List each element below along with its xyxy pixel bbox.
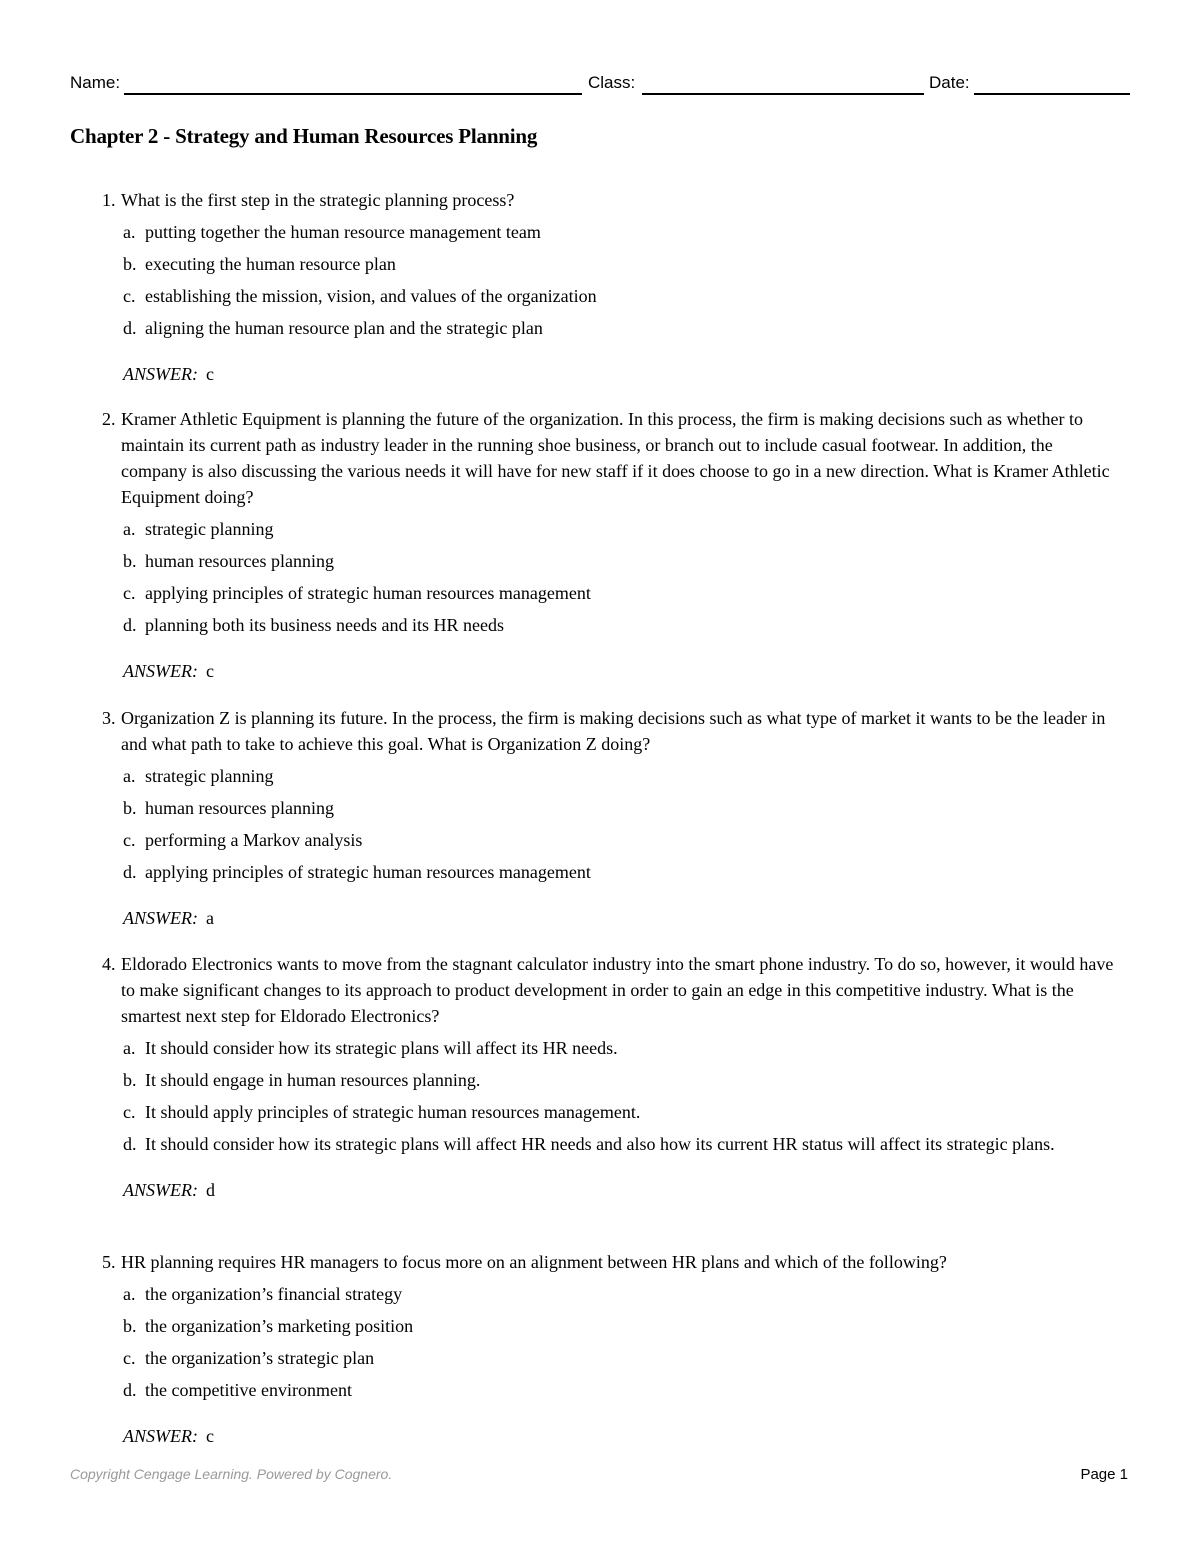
date-label: Date:	[929, 73, 970, 92]
answer-label: ANSWER:	[123, 908, 198, 928]
answer-line	[102, 1177, 1122, 1203]
option-text: establishing the mission, vision, and values of the organization	[145, 286, 597, 306]
option-text: performing a Markov analysis	[145, 830, 363, 850]
class-label: Class:	[588, 73, 636, 92]
option-text: applying principles of strategic human resources management	[145, 862, 591, 882]
option-letter: b.	[123, 254, 137, 274]
option-text: strategic planning	[145, 766, 274, 786]
question-text: What is the first step in the strategic planning process?	[121, 190, 515, 210]
option-d	[102, 315, 1122, 341]
option-b	[102, 1313, 1122, 1339]
option-text: planning both its business needs and its HR needs	[145, 615, 504, 635]
option-a	[102, 1281, 1122, 1307]
option-a	[102, 763, 1122, 789]
option-c	[102, 1099, 1122, 1125]
question-4	[102, 951, 1122, 1203]
option-letter: d.	[123, 1380, 137, 1400]
question-3	[102, 705, 1122, 931]
option-letter: d.	[123, 1134, 137, 1154]
answer-label: ANSWER:	[123, 1426, 198, 1446]
option-c	[102, 283, 1122, 309]
option-text: putting together the human resource management team	[145, 222, 541, 242]
option-letter: b.	[123, 551, 137, 571]
answer-value: c	[205, 661, 214, 681]
option-letter: b.	[123, 1316, 137, 1336]
option-d	[102, 859, 1122, 885]
question-text: Organization Z is planning its future. In the process, the firm is making decisions such as what type of market it wants to be the leader in and what path to take to achieve this goal. What is Organization Z doing?	[121, 708, 1106, 754]
answer-value: d	[205, 1180, 215, 1200]
question-text: HR planning requires HR managers to focus more on an alignment between HR plans and which of the following?	[121, 1252, 947, 1272]
option-b	[102, 251, 1122, 277]
option-text: strategic planning	[145, 519, 274, 539]
question-5	[102, 1249, 1122, 1449]
answer-value: a	[205, 908, 214, 928]
question-number: 1.	[102, 190, 116, 210]
question-1	[102, 187, 1122, 387]
answer-line	[102, 658, 1122, 684]
option-text: It should consider how its strategic plans will affect HR needs and also how its current HR status will affect its strategic plans.	[145, 1134, 1055, 1154]
question-number: 4.	[102, 954, 116, 974]
answer-label: ANSWER:	[123, 364, 198, 384]
option-text: It should apply principles of strategic human resources management.	[145, 1102, 641, 1122]
option-c	[102, 1345, 1122, 1371]
option-letter: c.	[123, 583, 136, 603]
question-text: Eldorado Electronics wants to move from the stagnant calculator industry into the smart phone industry. To do so, however, it would have to make significant changes to its approach to product development in order to gain an edge in this competitive industry. What is the smartest next step for Eldorado Electronics?	[121, 954, 1114, 1026]
name-class-date-header	[70, 70, 1130, 98]
question-number: 3.	[102, 708, 116, 728]
copyright-footer: Copyright Cengage Learning. Powered by Cognero.	[70, 1466, 393, 1482]
option-d	[102, 1377, 1122, 1403]
option-text: executing the human resource plan	[145, 254, 396, 274]
option-b	[102, 548, 1122, 574]
option-letter: b.	[123, 1070, 137, 1090]
option-a	[102, 1035, 1122, 1061]
option-letter: c.	[123, 286, 136, 306]
option-text: the organization’s marketing position	[145, 1316, 414, 1336]
option-b	[102, 1067, 1122, 1093]
answer-line	[102, 1423, 1122, 1449]
date-field-line	[974, 93, 1130, 95]
class-field-line	[642, 93, 924, 95]
option-d	[102, 1131, 1122, 1157]
option-text: applying principles of strategic human resources management	[145, 583, 591, 603]
option-a	[102, 516, 1122, 542]
option-letter: a.	[123, 222, 136, 242]
answer-value: c	[205, 364, 214, 384]
answer-label: ANSWER:	[123, 661, 198, 681]
option-letter: c.	[123, 830, 136, 850]
chapter-title: Chapter 2 - Strategy and Human Resources Planning	[70, 124, 538, 148]
option-text: the organization’s strategic plan	[145, 1348, 375, 1368]
option-b	[102, 795, 1122, 821]
option-letter: c.	[123, 1102, 136, 1122]
option-text: It should engage in human resources planning.	[145, 1070, 481, 1090]
option-letter: b.	[123, 798, 137, 818]
option-text: aligning the human resource plan and the strategic plan	[145, 318, 543, 338]
name-label: Name:	[70, 73, 121, 92]
answer-line	[102, 905, 1122, 931]
option-letter: a.	[123, 519, 136, 539]
answer-value: c	[205, 1426, 214, 1446]
option-text: the organization’s financial strategy	[145, 1284, 403, 1304]
option-c	[102, 580, 1122, 606]
answer-line	[102, 361, 1122, 387]
option-letter: a.	[123, 766, 136, 786]
option-letter: d.	[123, 318, 137, 338]
option-letter: d.	[123, 615, 137, 635]
option-d	[102, 612, 1122, 638]
option-text: human resources planning	[145, 798, 334, 818]
name-field-line	[124, 93, 582, 95]
option-letter: a.	[123, 1038, 136, 1058]
page-number: Page 1	[1080, 1466, 1128, 1483]
question-number: 2.	[102, 409, 116, 429]
option-letter: d.	[123, 862, 137, 882]
option-letter: a.	[123, 1284, 136, 1304]
option-a	[102, 219, 1122, 245]
option-text: the competitive environment	[145, 1380, 352, 1400]
question-text: Kramer Athletic Equipment is planning the future of the organization. In this process, the firm is making decisions such as whether to maintain its current path as industry leader in the running shoe business, or branch out to include casual footwear. In addition, the company is also discussing the various needs it will have for new staff if it does choose to go in a new direction. What is Kramer Athletic Equipment doing?	[121, 409, 1110, 507]
option-c	[102, 827, 1122, 853]
question-number: 5.	[102, 1252, 116, 1272]
option-text: human resources planning	[145, 551, 334, 571]
option-letter: c.	[123, 1348, 136, 1368]
option-text: It should consider how its strategic plans will affect its HR needs.	[145, 1038, 618, 1058]
question-2	[102, 406, 1122, 684]
answer-label: ANSWER:	[123, 1180, 198, 1200]
